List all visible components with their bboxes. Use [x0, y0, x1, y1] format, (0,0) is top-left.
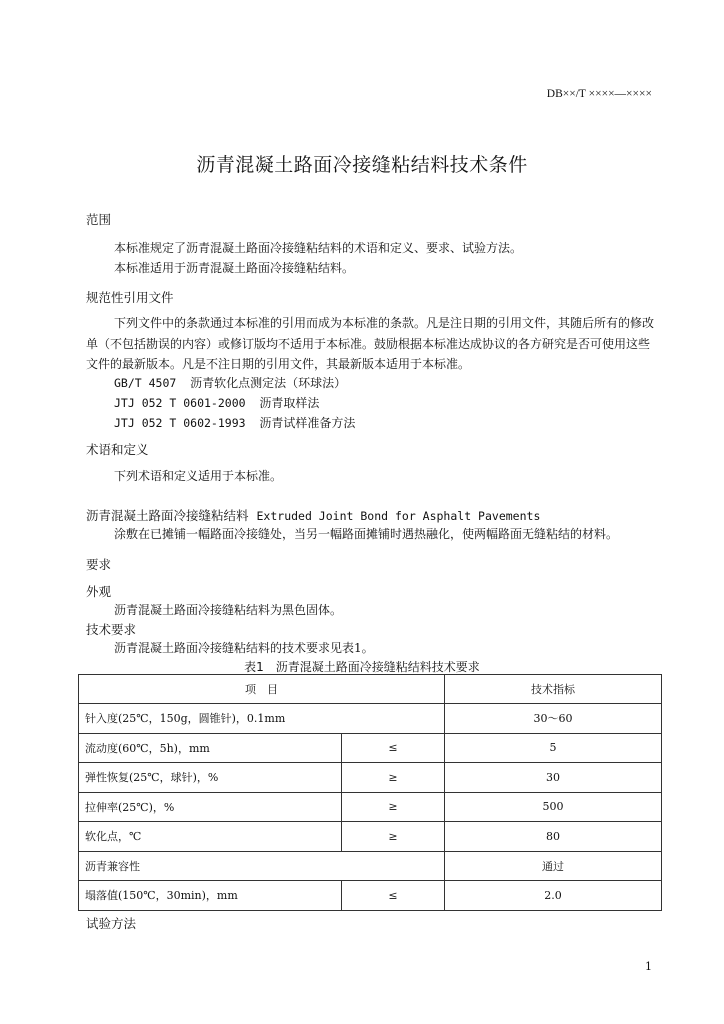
term-chinese: 沥青混凝土路面冷接缝粘结料 [86, 508, 249, 523]
table-row [79, 822, 662, 852]
section-heading-references: 规范性引用文件 [86, 290, 174, 305]
technical-text: 沥青混凝土路面冷接缝粘结料的技术要求见表1。 [114, 641, 374, 655]
table-cell-item: 流动度(60℃，5h)，mm [79, 733, 342, 763]
table-row [79, 763, 662, 793]
reference-code: GB/T 4507 [114, 376, 177, 390]
table-cell-value: 2.0 [445, 881, 662, 911]
section-heading-requirements: 要求 [86, 557, 112, 572]
table-caption: 表1 沥青混凝土路面冷接缝粘结料技术要求 [244, 660, 480, 674]
reference-code: JTJ 052 T 0602-1993 [114, 416, 246, 430]
reference-item [114, 374, 346, 391]
term-title [86, 506, 540, 524]
subheading-technical: 技术要求 [86, 622, 137, 637]
reference-name: 沥青软化点测定法（环球法） [190, 376, 347, 390]
table-row [79, 704, 662, 734]
table-cell-value: 通过 [445, 851, 662, 881]
table-cell-item: 软化点，℃ [79, 822, 342, 852]
references-paragraph: 下列文件中的条款通过本标准的引用而成为本标准的条款。凡是注日期的引用文件，其随后所有的修改单（不包括勘误的内容）或修订版均不适用于本标准。鼓励根据本标准达成协议的各方研究是否可使用这些文件的最新版本。凡是不注日期的引用文件，其最新版本适用于本标准。 [86, 316, 655, 371]
page-number: 1 [645, 960, 652, 973]
table-cell-operator: ≥ [342, 792, 445, 822]
section-heading-test-methods: 试验方法 [86, 916, 137, 931]
table-header-row [79, 675, 662, 704]
table-cell-value: 5 [445, 733, 662, 763]
table-cell-item: 针入度(25℃，150g，圆锥针)，0.1mm [79, 704, 445, 734]
section-heading-terms: 术语和定义 [86, 442, 149, 457]
table-cell-operator: ≥ [342, 822, 445, 852]
table-cell-item: 沥青兼容性 [79, 851, 445, 881]
document-title: 沥青混凝土路面冷接缝粘结料技术条件 [196, 154, 528, 176]
term-definition: 涂敷在已摊铺一幅路面冷接缝处，当另一幅路面摊铺时遇热融化，使两幅路面无缝粘结的材料。 [114, 527, 619, 541]
table-cell-value: 30 [445, 763, 662, 793]
scope-line-1: 本标准规定了沥青混凝土路面冷接缝粘结料的术语和定义、要求、试验方法。 [114, 241, 523, 255]
table-header-item: 项 目 [79, 675, 445, 704]
terms-intro: 下列术语和定义适用于本标准。 [114, 469, 283, 483]
table-cell-operator: ≥ [342, 763, 445, 793]
section-heading-scope: 范围 [86, 212, 112, 227]
table-cell-value: 80 [445, 822, 662, 852]
table-row [79, 881, 662, 911]
appearance-text: 沥青混凝土路面冷接缝粘结料为黑色固体。 [114, 603, 343, 617]
scope-line-2: 本标准适用于沥青混凝土路面冷接缝粘结料。 [114, 261, 355, 275]
reference-item [114, 414, 355, 431]
reference-item [114, 394, 319, 411]
reference-name: 沥青试样准备方法 [259, 416, 356, 430]
table-row [79, 733, 662, 763]
term-english: Extruded Joint Bond for Asphalt Pavements [256, 509, 541, 523]
table-cell-item: 拉伸率(25℃)，% [79, 792, 342, 822]
document-code: DB××/T ××××—×××× [546, 88, 652, 100]
table-cell-operator: ≤ [342, 733, 445, 763]
table-row [79, 851, 662, 881]
table-cell-value: 30～60 [445, 704, 662, 734]
reference-name: 沥青取样法 [259, 396, 320, 410]
table-cell-value: 500 [445, 792, 662, 822]
reference-code: JTJ 052 T 0601-2000 [114, 396, 246, 410]
requirements-table [78, 674, 662, 911]
subheading-appearance: 外观 [86, 584, 112, 599]
table-cell-item: 弹性恢复(25℃，球针)，% [79, 763, 342, 793]
table-header-value: 技术指标 [445, 675, 662, 704]
table-row [79, 792, 662, 822]
table-cell-item: 塌落值(150℃，30min)，mm [79, 881, 342, 911]
table-cell-operator: ≤ [342, 881, 445, 911]
